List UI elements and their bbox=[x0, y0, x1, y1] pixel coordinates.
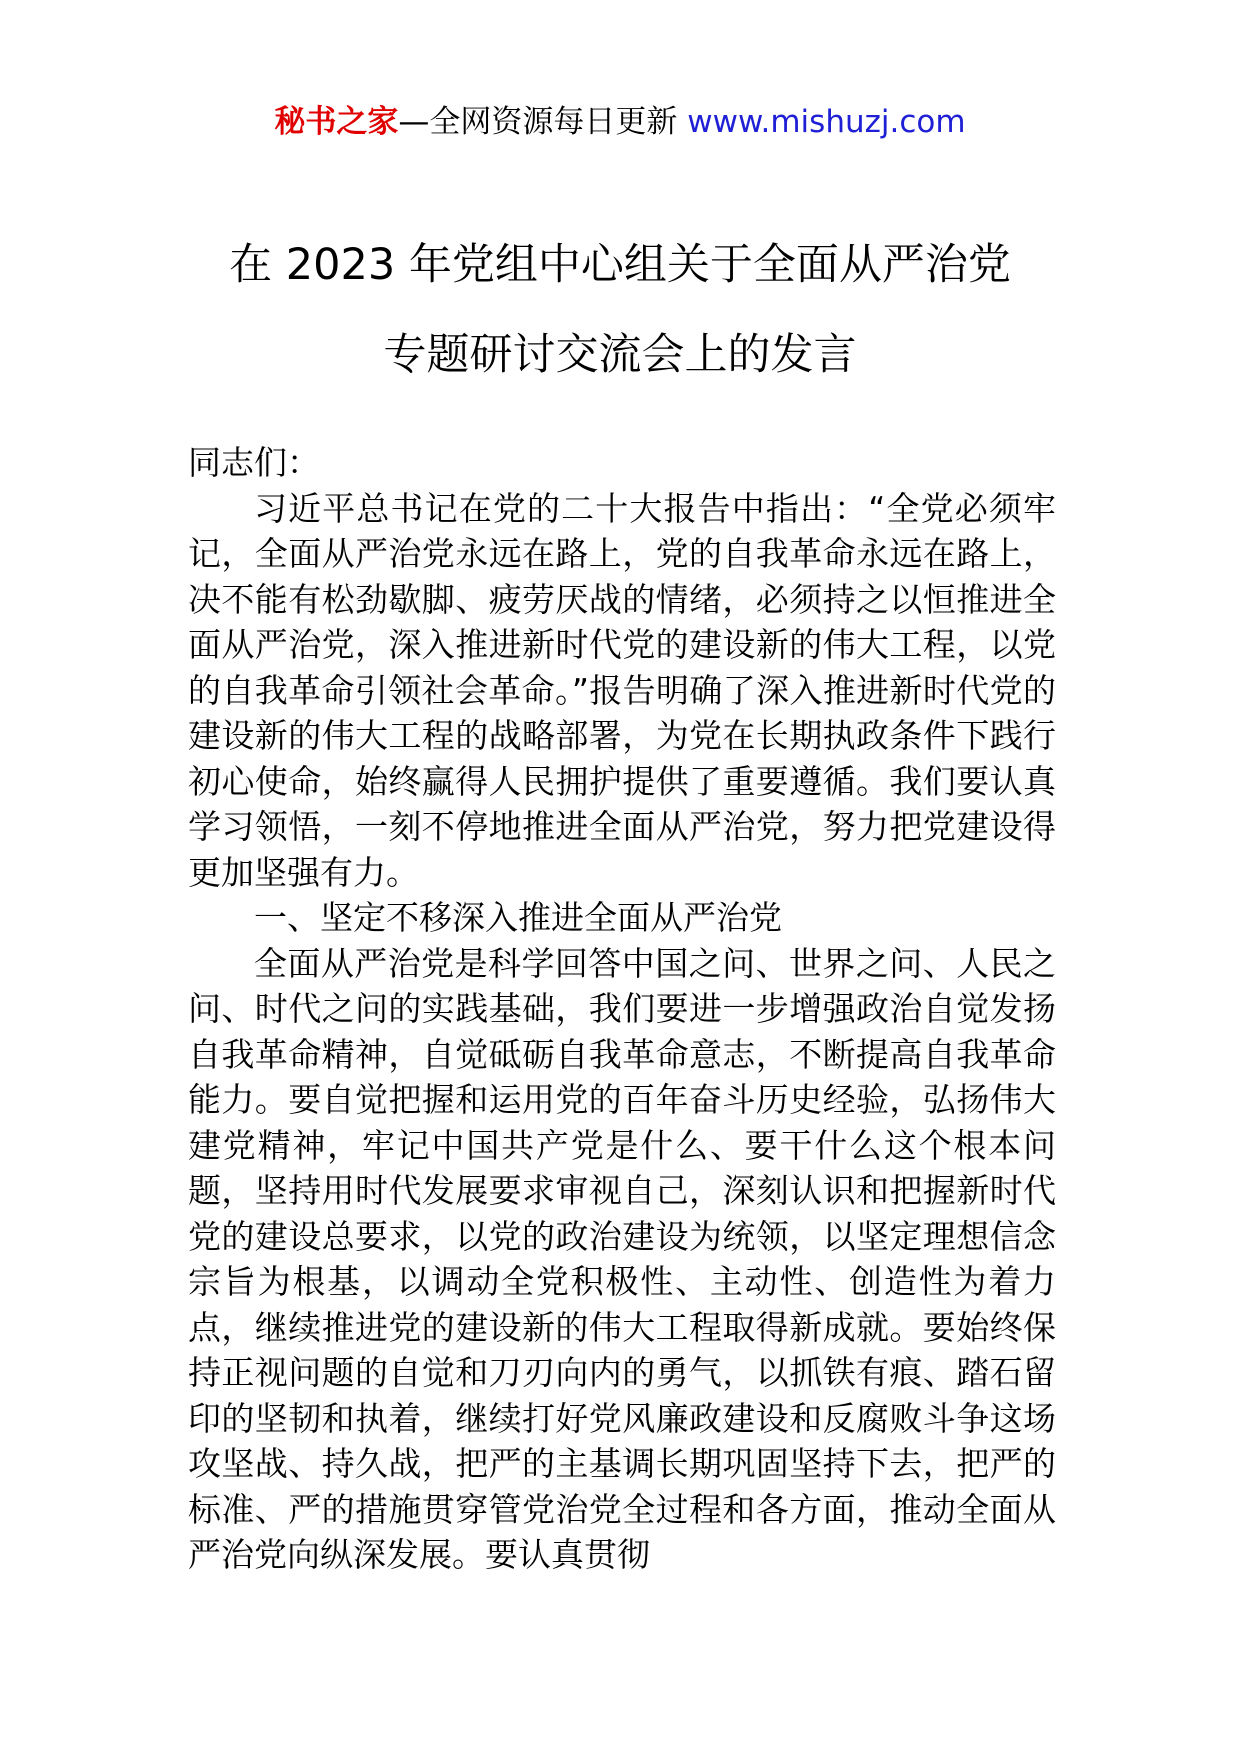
salutation: 同志们： bbox=[188, 443, 320, 482]
site-url[interactable]: www.mishuzj.com bbox=[687, 104, 966, 140]
paragraph-section-1: 全面从严治党是科学回答中国之问、世界之问、人民之问、时代之问的实践基础，我们要进一步增强政治自觉发扬自我革命精神，自觉砥砺自我革命意志，不断提高自我革命能力。要自觉把握和运用党的百年奋斗历史经验，弘扬伟大建党精神，牢记中国共产党是什么、要干什么这个根本问题，坚持用时代发展要求审视自己，深刻认识和把握新时代党的建设总要求，以党的政治建设为统领，以坚定理想信念宗旨为根基，以调动全党积极性、主动性、创造性为着力点，继续推进党的建设新的伟大工程取得新成就。要始终保持正视问题的自觉和刀刃向内的勇气，以抓铁有痕、踏石留印的坚韧和执着，继续打好党风廉政建设和反腐败斗争这场攻坚战、持久战，把严的主基调长期巩固坚持下去，把严的标准、严的措施贯穿管党治党全过程和各方面，推动全面从严治党向纵深发展。要认真贯彻 bbox=[188, 943, 1056, 1574]
document-title-line-2: 专题研讨交流会上的发言 bbox=[383, 330, 857, 380]
document-title-line-1: 在 2023 年党组中心组关于全面从严治党 bbox=[229, 240, 1011, 290]
section-heading-1: 一、坚定不移深入推进全面从严治党 bbox=[254, 898, 782, 937]
header-dash: — bbox=[398, 104, 430, 140]
header-slogan: 全网资源每日更新 bbox=[429, 104, 678, 140]
document-body bbox=[188, 440, 1056, 1578]
paragraph-intro: 习近平总书记在党的二十大报告中指出：“全党必须牢记，全面从严治党永远在路上，党的自我革命永远在路上，决不能有松劲歇脚、疲劳厌战的情绪，必须持之以恒推进全面从严治党，深入推进新时代党的建设新的伟大工程，以党的自我革命引领社会革命。”报告明确了深入推进新时代党的建设新的伟大工程的战略部署，为党在长期执政条件下践行初心使命，始终赢得人民拥护提供了重要遵循。我们要认真学习领悟，一刻不停地推进全面从严治党，努力把党建设得更加坚强有力。 bbox=[188, 488, 1056, 892]
brand-name: 秘书之家 bbox=[274, 104, 399, 140]
site-header bbox=[0, 100, 1240, 144]
